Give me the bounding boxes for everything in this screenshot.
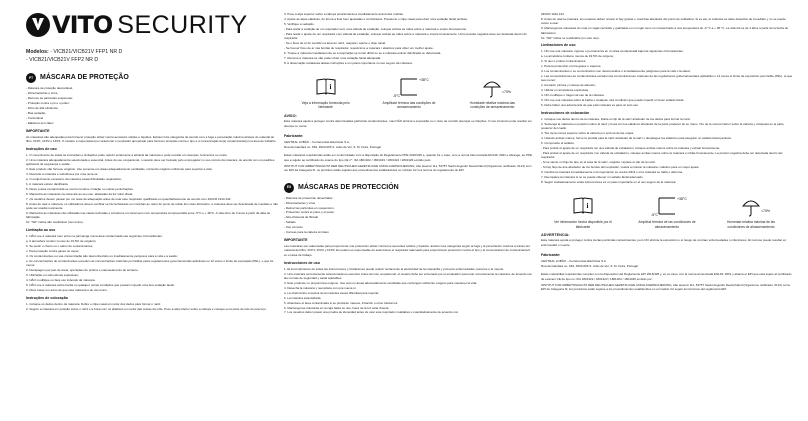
svg-text:i: i [586, 202, 589, 211]
text-line: - Para probar el ajuste de un respirador con válvula de exhalación, coloque ambas manos sobre la máscara e inhale bruscamente. La presión negativa debe ser detectada dentro del respirador. [541, 150, 783, 160]
text-line: 6. Troque a máscara imediatamente se a respiração se tornar difícil ou se a máscara estiver danificada ou deformada. [284, 50, 442, 55]
text-line: - Boa vedação, [26, 110, 47, 115]
umbrella-humidity-icon [476, 75, 512, 99]
models-label: Modelos: [26, 49, 49, 55]
text-line: e. As concentrações de contaminantes excedem as concentrações máximas permitidas pelos regulamentos governamentais aplicáveis ou 12 vezes o limite de exposição (PEL), o que for menor. [26, 258, 274, 268]
text-line: - Sellado [284, 220, 296, 225]
text-line: - Si hay flujo de aire alrededor de los bordes del respirador, vuelva a colocar la máscara / elástico para un mejor ajuste. [541, 165, 700, 170]
svg-text:i: i [329, 83, 332, 92]
info-book-icon [314, 75, 338, 99]
text-line: 6. Debe haber una advertencia de que esta máscara es para un solo uso. [541, 103, 639, 108]
es-adv-text: Esta máscara ayuda a proteger contra ciertas partículas contaminantes, pero NO elimina la exposición o el riesgo de contraer enfermedades o infecciones. El mal uso puede resultar en enfermedad o muerte. [541, 238, 787, 247]
text-line: 5. Compruebe el sellado: [541, 141, 575, 145]
text-line: 6. Mantenga las máscaras en la caja hasta su uso, fuera de la luz solar directa. [284, 305, 390, 310]
text-line: 10. "NR" indica no reutilizable (un solo uso). [541, 35, 600, 40]
text-line: - Para probar el ajuste de un respirador sin una válvula de exhalación, coloque ambas manos sobre la máscara y exhale bruscamente. [541, 145, 721, 150]
text-line: CENTRAL LOBÃO – Ferramentas Eléctricas S.A. [541, 259, 607, 263]
text-line: c. Para proteção contra gases ou vapor; [26, 248, 80, 253]
model-line-1: - VICB21/VICB21V FFP1 NR D [50, 49, 123, 55]
text-line: 5. NO use una máscara sobre la barba o cualquier otra condición que pueda impedir un buen sellado facial. [541, 98, 685, 103]
text-line: 4. NÃO modifique ou faça uso indevido da máscara. [26, 277, 96, 282]
text-line: 1. Coloque sus dedos dentro de la máscara. Doble el clip de la nariz alrededor de los dedos para formar la nariz. [541, 116, 691, 121]
text-line: 2. Arenado, pintura y manejo de asbesto; [541, 83, 596, 88]
column-left [26, 0, 278, 421]
text-line: 7. Os usuários devem passar por um teste de adequação antes de usar este respirador qualificado ou quantitativamente de acordo com 29CFR 1910.134. [26, 196, 232, 201]
pt-humidity-value: <70% [502, 90, 512, 95]
text-line: 6. Deve haver um aviso de que esta máscara é de uso único. [26, 287, 108, 292]
pt-aviso-title: AVISO: [284, 113, 297, 118]
pt-icon-info [296, 75, 356, 110]
es-institute: INSTITUT FUR ARBEITSSCHUTZ DER DEUTSCHEN GEZETZLICHE UNFALLVERSICHERUNG, Alte Heerstr 111, 53757 Sankt Augustin Deutschland (Organismo notificado: 0121) como EPI de Categoría III, los productos están sujetos a los procedimientos establecidos en el módulo C2 según los términos del reglamento EPI. [541, 282, 791, 292]
pt-instructions-title: Instruções de uso [26, 146, 57, 151]
text-line: 1. El incumplimiento de todas las instrucciones y limitaciones puede reducir seriamente la efectividad de la mascarilla y provocar enfermedades, lesiones o la muerte. [284, 266, 505, 271]
model-line-2: - VICB21/VICB21V FFP2 NR D [26, 57, 99, 64]
text-line: 1. O cumprimento de todas as instruções e limitações pode reduzir seriamente a eficácia da máscara e pode resultar em doenças, ferimentos ou morte. [26, 152, 228, 157]
pt-icon-humidity-label: Humidade relativa máxima das condições de armazenamento [469, 101, 515, 110]
pt-flag-icon: PT [26, 73, 36, 83]
pt-use-title: Instruções de colocação [26, 295, 68, 300]
brand-vito: VITO [52, 10, 113, 39]
es-icon-info [553, 194, 613, 229]
es-instructions-title: Instrucciones de uso [284, 260, 320, 265]
umbrella-humidity-icon [735, 194, 771, 218]
es-features [284, 196, 534, 235]
pt-steps [284, 12, 534, 65]
es-humidity-value: <70% [761, 209, 771, 214]
text-line: 9. Mantenga las máscaras sin usar en cajas cerradas y guárdelas en un lugar seco no contaminado a una temperatura de -5 °C a + 38 °C. La vida útil es de 3 años a partir de la fecha de fabricación. [541, 26, 789, 35]
pt-conformity: Estas máscaras respiratórias estão em conformidade com a disposição do Regulamento PPE 2016/425 e, quando for o caso, com a norma harmonizada EN149: 2001 e abrange, ao PPE que é sujeito ao certificado de exame do tipo CE n°: IFA 1801322 / 1801323 / 1801324 / 1801326 emitido pelo: [284, 153, 532, 162]
es-temp-low: -5°C [651, 213, 659, 218]
text-line: 3. Puxe a alça superior sobre a cabeça posicionando-a imediatamente acima das orelhas. [284, 12, 404, 16]
text-line: 4. Desecha la máscara y reemplaza con una nueva si: [284, 285, 357, 290]
text-line: d. Os contaminantes ou sua concentração são desconhecidos ou imediatamente perigosos para a vida e a saúde; [26, 253, 178, 258]
brand-header [26, 12, 278, 38]
text-line: 6. Cambie la máscara inmediatamente si la respiración se vuelve difícil o si la máscara se daña o deforma. [541, 170, 683, 175]
es-instructions [284, 267, 534, 315]
text-line: 1. NÃO use a máscara nem entre na parmanga numa área contaminada nas seguintes circunstâncias: [26, 234, 163, 239]
text-line: Rua da Gandara no. 664, 4520-606 S. João de Ver, S. M. Feira, Portugal [541, 263, 638, 268]
text-line: 3. Este producto no proporciona oxígeno. Use solo en áreas adecuadamente ventiladas que contengan suficiente oxígeno para mantener la vida. [284, 280, 478, 285]
text-line: 2. Uma máscara adequadamente selecionada é essencial. Antes do uso ocupacional, o usuário deve ser treinado pelo empregador no uso correto da máscara, de acordo com os padrões aplicáveis de segurança e saúde. [26, 157, 275, 167]
pt-icon-temp [379, 75, 439, 110]
brand-security: SECURITY [117, 10, 248, 39]
es-intro [541, 12, 793, 40]
text-line: - Para testar a vedação de um respirador sem uma válvula de exalação, coloque ambas as mãos sobre a máscara e expire bruscamente. [284, 26, 467, 31]
section-title-pt: MÁSCARA DE PROTEÇÃO [40, 74, 129, 82]
text-line: 7. Los usuarios deben pasar una prueba de idoneidad antes de usar este respirador cualitativa o cuantitativamente de acuerdo con [284, 310, 459, 315]
text-line: 8. Seguir cuidadosamente estas instrucciones es un paso importante en el uso seguro de la máscara. [541, 179, 677, 184]
text-line: 3. Tire de la correa superior sobre la cabeza por encima de las orejas. [541, 131, 635, 136]
models-block [26, 48, 278, 64]
text-line: 5. Verifique a vedação. [284, 21, 315, 26]
text-line: - Retirar las partículas en suspensión. [284, 205, 335, 210]
text-line: 10. "NR" indica não reutilizável (uso único). [26, 220, 84, 225]
pt-important-title: IMPORTANTE [26, 128, 50, 133]
text-line: 4. Descarte a máscara e substitua-a por uma nova se: [26, 172, 99, 177]
es-limits [541, 49, 793, 107]
pt-limits-title: Limitação ao uso [26, 228, 56, 233]
text-line: a. O enrijecimento excessivo da máscara causa dificuldade respiratória; [26, 176, 122, 181]
text-line: - Protección contra el polvo y el polen. [284, 210, 335, 215]
text-line: 4. Ajuste as alças elásticas, de forma a ficar bem ajustadas e confortáveis. Pressione o clipe nasal para obter uma vedação facial perfeita. [284, 16, 468, 21]
text-line: - Para testar o ajuste de um respirador com válvula de exalação, coloque ambas as mãos sobre a máscara e inspire bruscamente. Uma pressão negativa deve ser detetada dentro do respirador. [284, 31, 527, 41]
text-line: 4. Usando ambas manos, forme la presilla para la nariz alrededor de la nariz y despliegue los elásticos para asegurar un sellado facial perfecto. [541, 136, 732, 141]
text-line: c. Para la protección contra gases o vapores; [541, 64, 602, 69]
pt-icon-info-label: Veja a informação fornecida pelo fabricante [301, 101, 350, 110]
text-line: - Confortável [26, 115, 44, 120]
es-icon-temp [637, 194, 697, 229]
pt-icon-humidity [462, 75, 522, 110]
es-limits-title: Limitaciones de uso [541, 43, 576, 48]
column-right [541, 0, 793, 421]
pt-important-text: As máscaras são adequadas para fornecer proteção eficaz contra aerossóis sólidos e líquidos. Existem três categorias de acordo com a fuga e penetração máxima através do material do filtro: FFP1, FFP2 e FFP3. O usuário é responsável por selecionar o respirador apropriado para fornecer proteção contra o tipo e a concentração do(s) contaminante(s) na área de trabalho. [26, 134, 277, 144]
thermometer-range-icon [392, 75, 429, 99]
text-line: 2. Decapagem por jato de areia, operações de pintura e manuseamento de amianto; [26, 268, 139, 273]
text-line: 5. Abandone el área contaminada si se producen mareos, irritación u otros trastornos. [284, 300, 399, 305]
pt-fab-lines [284, 140, 534, 149]
text-line: - Filtra bactérias e vírus, [26, 91, 59, 96]
pt-icon-temp-label: Amplitude térmica das condições de armazenamento [382, 101, 436, 110]
section-header-es [284, 183, 534, 193]
column-middle [284, 0, 534, 421]
pt-fab-title: Fabricante: [284, 133, 304, 138]
pt-temp-high: +38°C [418, 78, 429, 83]
text-line: - Filtro de alta eficiência [26, 106, 58, 111]
text-line: - Se o fluxo de ar for sentido na área do nariz, reajuste / aperte o clipe nasal. [284, 41, 386, 46]
text-line: 5. Deixe a área contaminada se ocorrer tontura, irritação ou outras perturbações. [26, 186, 134, 191]
text-line: 7. Reemplace la máscara si no se puede obtener un sellado facial adecuado. [541, 174, 644, 179]
text-line: - Uso cómodo [284, 225, 303, 230]
es-important-title: IMPORTANTE [284, 238, 308, 243]
text-line: Rua da Gandara no. 664, 4520-606 S. João de Ver, S. M. Feira, Portugal [284, 144, 381, 149]
es-conformity: Estas mascarillas respiratorias cumplen con la disposición del Reglamento EPI 2016/425 y, en su caso, con la norma armonizada EN149: 2001 y abarca el EPI que está sujeto al certificado de examen CE de tipo no: IFA 1801322 / 1801323 / 1801324 / 1801326 emitido por: [541, 272, 792, 281]
text-line: 2. Una máscara correctamente seleccionada es esencial. Antes del uso ocupacional, el usuario debe ser entrenado por el empleador para usar correctamente la máscara, de acuerdo con las normas de seguridad y salud aplicables. [284, 271, 533, 280]
es-icon-humidity-label: Humedad relativa máxima de las condiciones de almacenamiento [726, 220, 775, 229]
es-icons-row [541, 194, 793, 229]
text-line: - Si se siente un flujo de aire en el área de la nariz, reajuste / apriete el clip de la nariz. [541, 160, 656, 165]
es-important-text: Las máscaras son adecuadas para proporcionar una protección eficaz contra los aerosoles sólidos y líquidos. Existen tres categorías según la fuga y la penetración máxima a través del material del filtro: FFP1, FFP2 y FFP3. El usuario es responsable de seleccionar el respirador adecuado para proporcionar protección contra el tipo y la concentración de contaminante/s en el área de trabajo. [284, 244, 530, 257]
text-line: - Máscara de proteção descartável, [26, 86, 74, 91]
text-line: 3. Este produto não fornece oxigênio. Use somente em áreas adequadamente ventiladas, contendo oxigênio suficiente para suportar a vida. [26, 167, 213, 172]
thermometer-range-icon [651, 194, 687, 218]
es-icon-info-label: Ver información hecha disponible por el fabricante [554, 220, 612, 229]
section-title-es: MÁSCARAS DE PROTECCIÓN [298, 183, 399, 191]
es-place-title: Instrucciones de colocación [541, 110, 590, 115]
text-line: 2. Sostenga la máscara en posición sobre la nariz y boca con los elásticos alrededor de la parte posterior de su mano. Tire de la correa inferior sobre la cabeza y colóquela en la parte posterior del cuello. [541, 121, 784, 131]
text-line: - Se houver fluxo de ar nas bordas do respirador, reposicione a máscara / elásticos para obter um melhor ajuste. [284, 45, 434, 50]
es-flag-icon: ES [284, 183, 294, 193]
text-line: 1. NO use una máscara, ingrese o permanezca en un área contaminada bajo las siguientes circunstancias: [541, 49, 684, 54]
text-line: 5. NÃO use a máscara sobre barba ou qualquer outras condições que possam impedir uma boa vedação facial. [26, 282, 175, 287]
es-adv-title: ADVERTENCIA: [541, 232, 570, 237]
pt-features [26, 86, 278, 125]
es-icon-humidity [721, 194, 781, 229]
text-line: b. A máscara estiver danificada. [26, 181, 69, 186]
info-book-icon [571, 194, 595, 218]
text-line: - Remove as partículas suspensas; [26, 96, 73, 101]
text-line: - Máscara de protección desechable [284, 195, 333, 200]
text-line: a. A atmosfera contém menos de 19,5% de oxigênio; [26, 238, 97, 243]
text-line: b. Si oler o probar contaminantes; [541, 59, 587, 64]
text-line: 3. Utilizar en atmósferas explosivas. [541, 88, 590, 93]
text-line: 4. NO modifique o haga mal uso de la máscara. [541, 93, 605, 98]
es-fab-lines [541, 259, 793, 268]
pt-institute: INSTITUT FUR ARBEITSSCHUTZ DER DEUTSCHEN GEZETZLICHE UNFALLVERSICHERUNG, Alte Heerstr 111, 53757 Sankt Augustin Deutschland (Organismo notificado: 0121) com um EPI da Categoria III, os produtos estão sujeitos aos procedimentos estabelecidos no módulo C2 nos termos do regulamento do EPI. [284, 163, 532, 173]
es-icon-temp-label: Amplitud térmica de las condiciones de almacenamiento [638, 220, 696, 229]
es-fab-title: Fabricante: [541, 253, 561, 257]
es-temp-high: +38°C [677, 197, 687, 202]
text-line: - Proteção contra o pó e o pólen; [26, 101, 70, 106]
pt-temp-low: -5°C [392, 94, 401, 99]
text-line: 6. Mantenha as máscaras na caixa até ao seu uso, afastadas da luz solar direta. [26, 191, 134, 196]
es-place [541, 117, 793, 184]
text-line: 2. Segure a máscara em posição sobre o nariz e a boca com os elásticos em redor das costas da mão. Puxe a alça inferior sobre a cabeça e coloque-a na parte de trás do pescoço. [26, 306, 267, 311]
text-line: a. La atmósfera contiene menos de 19,5% de oxígeno; [541, 54, 614, 59]
section-header-pt [26, 73, 278, 83]
pt-icons-row [284, 75, 534, 110]
vito-logo-icon [26, 13, 50, 37]
text-line: - Elásticos sem látex [26, 120, 54, 125]
text-line: CENTRAL LOBÃO – Ferramentas Eléctricas S.A. [284, 139, 350, 144]
text-line: 1. Coloque os dedos dentro da máscara. Dobre o clipe nasal em redor dos dedos para formar o nariz. [26, 301, 162, 306]
text-line: 8. Antes de usar la máscara, los usuarios deben revisar si hay grietas o manchas alrededor del punto de soldadura. Si es así, la máscara se debe desechar de inmediato y no se puede volver a usar. [541, 16, 786, 26]
text-line: 7. Remova a máscara se não puder obter uma vedação facial adequada. [284, 55, 382, 60]
text-line: b. La máscara está dañada. [284, 295, 322, 300]
text-line: - Alta eficiencia de filtrado [284, 215, 319, 220]
text-line: d. Los contaminantes o su concentración son desconocidos o inmediatamente peligrosos para la vida o la salud; [541, 69, 691, 74]
pt-aviso-text: Esta máscara ajuda a proteger contra determinadas partículas contaminantes, mas NÃO elimina a exposição ou o risco de contrair doenças ou infeções. O uso incorreto pode resultar em doença ou morte. [284, 119, 532, 128]
text-line: 3. Utilização em atmosferas explosivas; [26, 272, 79, 277]
text-line: - Correas para la cabeza sin látex [284, 230, 329, 235]
text-line: a. La obstrucción excesiva de la máscara causa dificultad para respirar; [284, 290, 380, 295]
text-line: - Filtra bacterias y virus [284, 200, 316, 205]
text-line: 8. A observação cuidadosa destas instruções é um passo importante no uso seguro da máscara. [284, 60, 413, 65]
text-line: 8. Antes de usar a máscara, os utilizadores devem verificar se há rachaduras ou manchas ao redor do ponto de solda. Em caso afirmativo, a máscara deve ser descartada de imediato e não pode ser usada novamente. [26, 201, 278, 210]
pt-use [26, 302, 278, 311]
pt-limits [26, 234, 278, 292]
text-line: e. Las concentraciones de contaminantes exceden las concentraciones máximas de las regulaciones gubernamentales aplicables o 12 veces el límite de exposición permisible (PEL), el que sea menor; [541, 74, 793, 83]
text-line: b. Se sentir o cheiro ou o sabor de contaminantes; [26, 243, 94, 248]
text-line: 9. Mantenha as máscaras não utilizadas nas caixas fechadas e armazene em local seco com temperatura compreendida entre -5°C e + 38°C. A vida útil é de 3 anos a partir da data de fabricação. [26, 210, 271, 220]
pt-instructions [26, 153, 278, 225]
text-line: 29CFR 1910.134. [541, 12, 565, 16]
